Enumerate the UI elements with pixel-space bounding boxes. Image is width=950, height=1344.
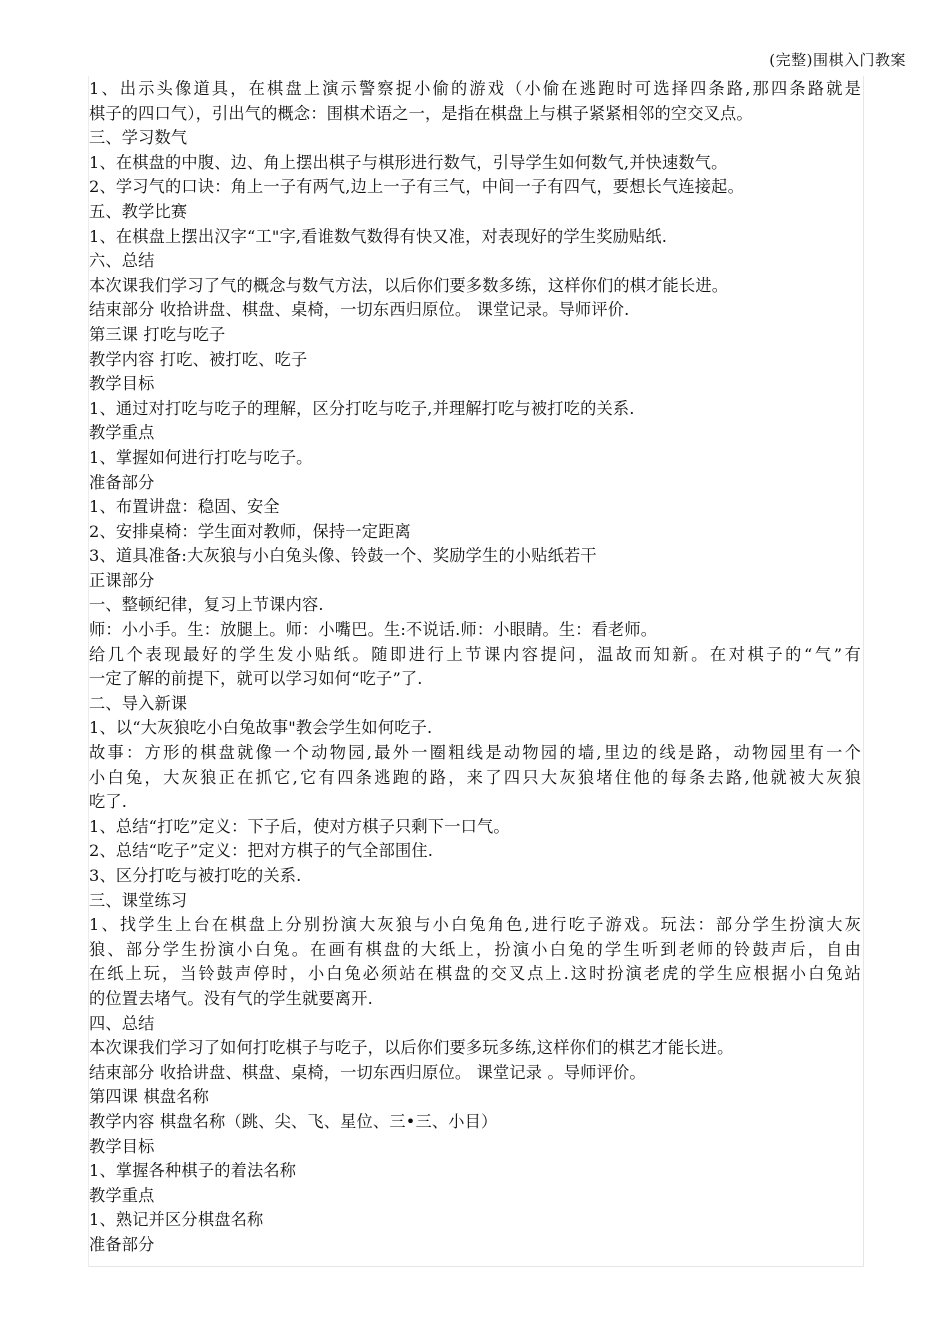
text-line: 3、区分打吃与被打吃的关系. <box>89 866 302 885</box>
text-line: 结束部分 收拾讲盘、棋盘、桌椅，一切东西归原位。 课堂记录 。导师评价。 <box>89 1062 646 1082</box>
text-line: 本次课我们学习了气的概念与数气方法，以后你们要多数多练，这样你们的棋才能长进。 <box>89 275 729 295</box>
text-line: 的位置去堵气。没有气的学生就要离开. <box>89 988 373 1008</box>
text-line: 1、布置讲盘：稳固、安全 <box>89 497 280 517</box>
text-line: 1、在棋盘上摆出汉字“工"字,看谁数气数得有快又准，对表现好的学生奖励贴纸. <box>89 226 668 246</box>
text-line: 吃了. <box>89 792 128 812</box>
text-line: 1、掌握如何进行打吃与吃子。 <box>89 447 313 467</box>
text-line: 第三课 打吃与吃子 <box>89 324 226 344</box>
text-line: 棋子的四口气），引出气的概念：围棋术语之一，是指在棋盘上与棋子紧紧相邻的空交叉点。 <box>89 103 753 123</box>
text-line: 1、出示头像道具，在棋盘上演示警察捉小偷的游戏（小偷在逃跑时可选择四条路,那四条路就是 <box>89 79 861 98</box>
text-line: 教学目标 <box>89 374 155 394</box>
text-line: 师：小小手。生：放腿上。师：小嘴巴。生:不说话.师：小眼睛。生：看老师。 <box>89 620 658 640</box>
text-line: 2、安排桌椅：学生面对教师，保持一定距离 <box>89 521 411 541</box>
text-line: 教学内容 打吃、被打吃、吃子 <box>89 349 308 369</box>
text-line: 结束部分 收拾讲盘、棋盘、桌椅，一切东西归原位。 课堂记录。导师评价. <box>89 300 630 320</box>
text-line: 2、学习气的口诀：角上一子有两气,边上一子有三气，中间一子有四气，要想长气连接起。 <box>89 177 744 197</box>
text-line: 1、在棋盘的中腹、边、角上摆出棋子与棋形进行数气，引导学生如何数气,并快速数气。 <box>89 152 728 172</box>
text-line: 教学重点 <box>89 423 155 443</box>
text-line: 准备部分 <box>89 1234 155 1254</box>
text-line: 三、课堂练习 <box>89 890 188 910</box>
text-line: 狼、部分学生扮演小白兔。在画有棋盘的大纸上，扮演小白兔的学生听到老师的铃鼓声后，自由 <box>89 939 861 959</box>
text-line: 五、教学比赛 <box>89 201 188 221</box>
text-line: 本次课我们学习了如何打吃棋子与吃子，以后你们要多玩多练,这样你们的棋艺才能长进。 <box>89 1038 734 1058</box>
text-line: 教学重点 <box>89 1185 155 1205</box>
text-line: 教学目标 <box>89 1136 155 1156</box>
text-line: 三、学习数气 <box>89 128 188 148</box>
text-line: 在纸上玩，当铃鼓声停时，小白兔必须站在棋盘的交叉点上.这时扮演老虎的学生应根据小白兔站 <box>89 964 861 984</box>
text-line: 一、整顿纪律，复习上节课内容. <box>89 595 324 615</box>
text-line: 3、道具准备:大灰狼与小白兔头像、铃鼓一个、奖励学生的小贴纸若干 <box>89 546 597 566</box>
text-line: 1、掌握各种棋子的着法名称 <box>89 1161 297 1181</box>
text-line: 教学内容 棋盘名称（跳、尖、飞、星位、三•三、小目） <box>89 1111 498 1131</box>
text-line: 1、以“大灰狼吃小白兔故事"教会学生如何吃子. <box>89 718 433 738</box>
text-line: 一定了解的前提下，就可以学习如何“吃子”了. <box>89 669 423 689</box>
text-line: 二、导入新课 <box>89 693 188 713</box>
text-line: 1、熟记并区分棋盘名称 <box>89 1210 264 1230</box>
document-header-title: (完整)围棋入门教案 <box>769 51 906 69</box>
text-line: 六、总结 <box>89 251 155 271</box>
text-line: 1、通过对打吃与吃子的理解，区分打吃与吃子,并理解打吃与被打吃的关系. <box>89 398 635 418</box>
text-line: 小白兔，大灰狼正在抓它,它有四条逃跑的路，来了四只大灰狼堵住他的每条去路,他就被大灰狼 <box>89 767 861 787</box>
text-line: 准备部分 <box>89 472 155 492</box>
text-line: 2、总结“吃子”定义：把对方棋子的气全部围住. <box>89 841 434 861</box>
text-line: 四、总结 <box>89 1013 155 1033</box>
text-line: 正课部分 <box>89 570 155 590</box>
text-line: 第四课 棋盘名称 <box>89 1087 210 1107</box>
document-body <box>89 77 861 1258</box>
text-line: 故事：方形的棋盘就像一个动物园,最外一圈粗线是动物园的墙,里边的线是路，动物园里有一个 <box>89 743 861 763</box>
text-line: 1、找学生上台在棋盘上分别扮演大灰狼与小白兔角色,进行吃子游戏。玩法：部分学生扮演大灰 <box>89 915 861 935</box>
text-line: 给几个表现最好的学生发小贴纸。随即进行上节课内容提问，温故而知新。在对棋子的“气”有 <box>89 644 861 664</box>
text-line: 1、总结“打吃”定义：下子后，使对方棋子只剩下一口气。 <box>89 816 510 836</box>
